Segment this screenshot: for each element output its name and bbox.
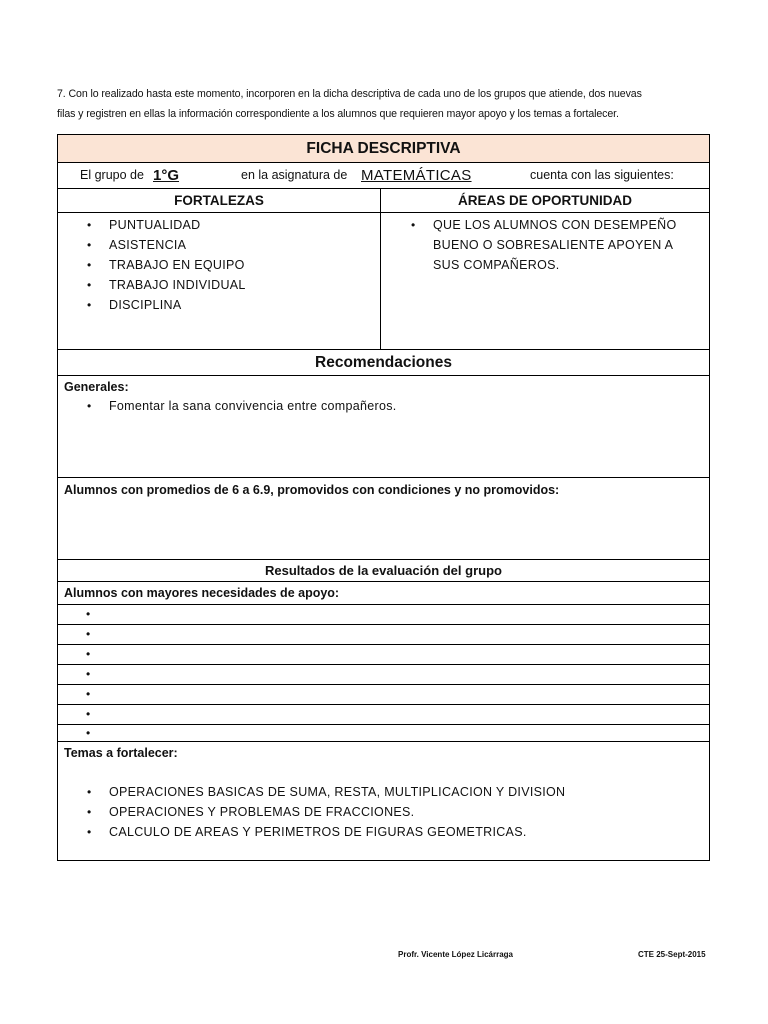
list-item: • QUE LOS ALUMNOS CON DESEMPEÑO BUENO O SOBRESALIENTE APOYEN A SUS COMPAÑEROS. bbox=[433, 215, 693, 275]
oportunidad-header: ÁREAS DE OPORTUNIDAD bbox=[457, 193, 632, 208]
bullet-icon: • bbox=[86, 707, 91, 721]
footer-author: Profr. Vicente López Licárraga bbox=[398, 950, 514, 959]
list-item: • CALCULO DE AREAS Y PERIMETROS DE FIGURAS GEOMETRICAS. bbox=[109, 822, 565, 842]
list-item: • DISCIPLINA bbox=[109, 295, 246, 315]
bullet-icon: • bbox=[86, 726, 91, 740]
bullet-icon: • bbox=[86, 647, 91, 661]
generales-list bbox=[109, 396, 397, 416]
fortalezas-cell bbox=[58, 213, 381, 349]
bullet-icon: • bbox=[86, 667, 91, 681]
promedios-cell bbox=[58, 478, 709, 560]
group-value: 1°G bbox=[153, 167, 180, 184]
subject-value: MATEMÁTICAS bbox=[361, 167, 472, 184]
bullet-icon: • bbox=[86, 627, 91, 641]
oportunidad-cell bbox=[381, 213, 709, 349]
intro-instructions bbox=[57, 84, 717, 124]
needs-label-cell bbox=[58, 582, 709, 605]
intro-line-1: 7. Con lo realizado hasta este momento, incorporen en la dicha descriptiva de cada uno de los grupos que atiende, dos nuevas bbox=[57, 88, 642, 100]
needs-entry-row bbox=[58, 645, 709, 665]
recomendaciones-title: Recomendaciones bbox=[58, 350, 709, 376]
list-item: • TRABAJO INDIVIDUAL bbox=[109, 275, 246, 295]
needs-entry-row bbox=[58, 625, 709, 645]
resultados-title: Resultados de la evaluación del grupo bbox=[58, 560, 709, 582]
list-item: • ASISTENCIA bbox=[109, 235, 246, 255]
list-item: • TRABAJO EN EQUIPO bbox=[109, 255, 246, 275]
group-suffix: cuenta con las siguientes: bbox=[530, 168, 674, 182]
ficha-title: FICHA DESCRIPTIVA bbox=[58, 135, 709, 163]
oportunidad-list bbox=[433, 215, 693, 275]
intro-line-2: filas y registren en ellas la información correspondiente a los alumnos que requieren mayor apoyo y los temas a fortalecer. bbox=[57, 108, 619, 120]
promedios-label: Alumnos con promedios de 6 a 6.9, promovidos con condiciones y no promovidos: bbox=[64, 483, 560, 497]
bullet-icon: • bbox=[86, 687, 91, 701]
temas-label: Temas a fortalecer: bbox=[64, 746, 178, 760]
fortalezas-list bbox=[109, 215, 246, 315]
columns-header-row bbox=[58, 189, 709, 213]
list-item: • OPERACIONES Y PROBLEMAS DE FRACCIONES. bbox=[109, 802, 565, 822]
needs-entry-row bbox=[58, 665, 709, 685]
fortalezas-header: FORTALEZAS bbox=[58, 189, 381, 212]
subject-prefix: en la asignatura de bbox=[241, 168, 348, 182]
list-item: • PUNTUALIDAD bbox=[109, 215, 246, 235]
needs-label: Alumnos con mayores necesidades de apoyo: bbox=[64, 586, 340, 600]
ficha-descriptiva-table bbox=[57, 134, 710, 861]
list-item: • Fomentar la sana convivencia entre compañeros. bbox=[109, 396, 397, 416]
footer-date: CTE 25-Sept-2015 bbox=[638, 950, 706, 959]
needs-entry-row bbox=[58, 725, 709, 742]
group-prefix: El grupo de bbox=[80, 168, 144, 182]
group-info-row bbox=[58, 163, 709, 189]
needs-entry-row bbox=[58, 605, 709, 625]
needs-entry-row bbox=[58, 685, 709, 705]
temas-list bbox=[109, 782, 565, 842]
temas-cell bbox=[58, 742, 709, 862]
columns-body-row bbox=[58, 213, 709, 350]
list-item: • OPERACIONES BASICAS DE SUMA, RESTA, MULTIPLICACION Y DIVISION bbox=[109, 782, 565, 802]
bullet-icon: • bbox=[86, 607, 91, 621]
generales-label: Generales: bbox=[64, 380, 129, 394]
generales-cell bbox=[58, 376, 709, 478]
needs-entry-row bbox=[58, 705, 709, 725]
